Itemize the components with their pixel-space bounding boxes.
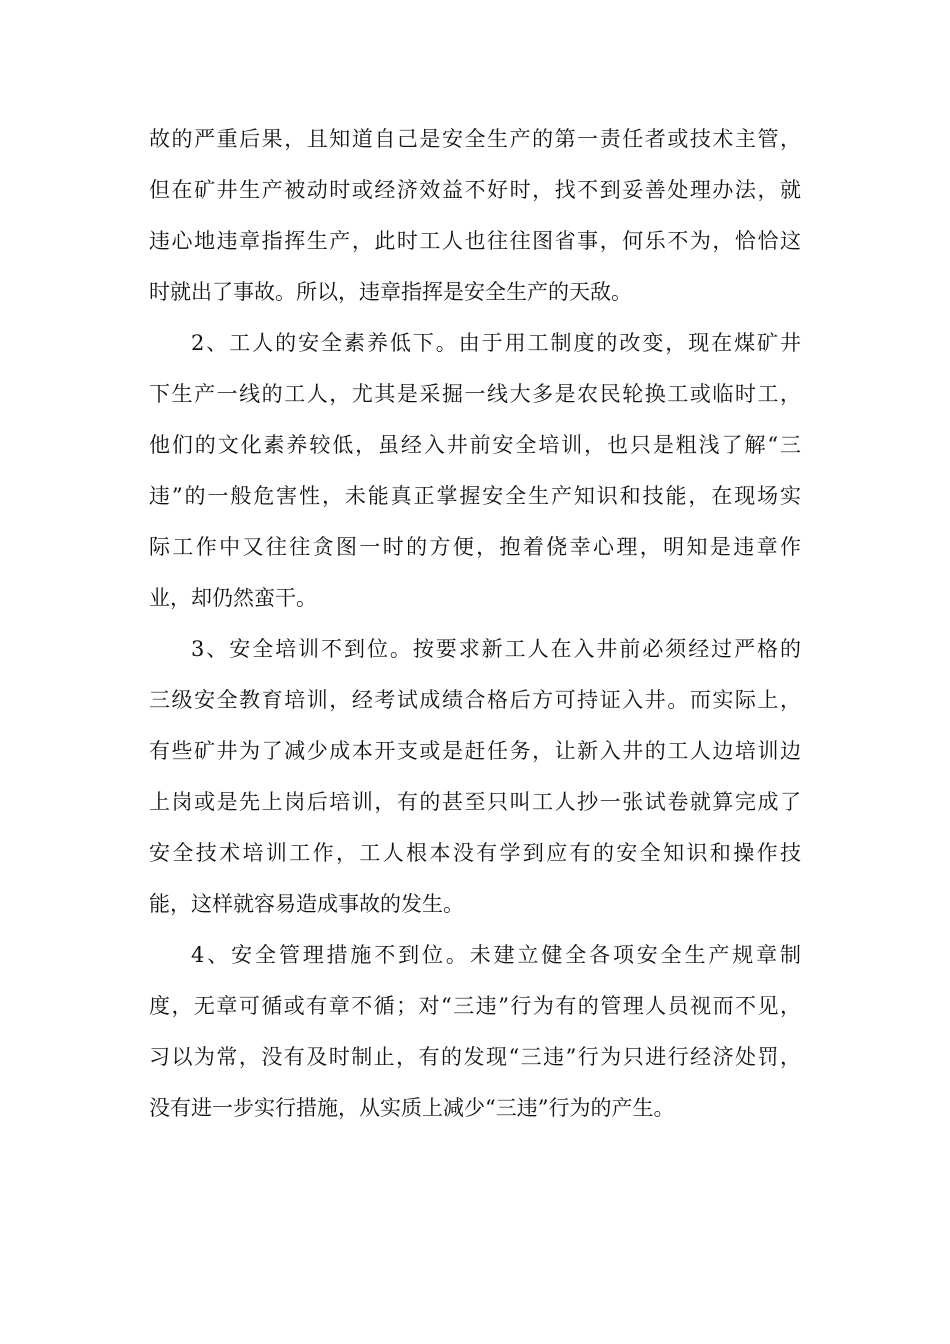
paragraph-start-line: 4、安全管理措施不到位。未建立健全各项安全生产规章制: [191, 943, 801, 967]
text-line: 违心地违章指挥生产，此时工人也往往图省事，何乐不为，恰恰这: [149, 229, 801, 253]
text-line: 故的严重后果，且知道自己是安全生产的第一责任者或技术主管，: [149, 127, 801, 151]
text-line: 他们的文化素养较低，虽经入井前安全培训，也只是粗浅了解“三: [149, 433, 801, 457]
text-line: 但在矿井生产被动时或经济效益不好时，找不到妥善处理办法，就: [149, 178, 801, 202]
text-line: 三级安全教育培训，经考试成绩合格后方可持证入井。而实际上，: [149, 688, 801, 712]
text-line: 习以为常，没有及时制止，有的发现“三违”行为只进行经济处罚，: [149, 1045, 801, 1069]
text-line: 下生产一线的工人，尤其是采掘一线大多是农民轮换工或临时工，: [149, 382, 801, 406]
text-line: 没有进一步实行措施，从实质上减少“三违”行为的产生。: [149, 1096, 675, 1120]
text-line: 有些矿井为了减少成本开支或是赶任务，让新入井的工人边培训边: [149, 739, 801, 763]
text-line: 上岗或是先上岗后培训，有的甚至只叫工人抄一张试卷就算完成了: [149, 790, 801, 814]
text-line: 违”的一般危害性，未能真正掌握安全生产知识和技能，在现场实: [149, 484, 801, 508]
text-line: 业，却仍然蛮干。: [149, 586, 317, 610]
text-line: 时就出了事故。所以，违章指挥是安全生产的天敌。: [149, 280, 632, 304]
paragraph-start-line: 2、工人的安全素养低下。由于用工制度的改变，现在煤矿井: [191, 331, 801, 355]
text-line: 度，无章可循或有章不循；对“三违”行为有的管理人员视而不见，: [149, 994, 801, 1018]
text-line: 能，这样就容易造成事故的发生。: [149, 892, 464, 916]
paragraph-start-line: 3、安全培训不到位。按要求新工人在入井前必须经过严格的: [191, 637, 801, 661]
text-line: 际工作中又往往贪图一时的方便，抱着侥幸心理，明知是违章作: [149, 535, 801, 559]
text-line: 安全技术培训工作，工人根本没有学到应有的安全知识和操作技: [149, 841, 801, 865]
